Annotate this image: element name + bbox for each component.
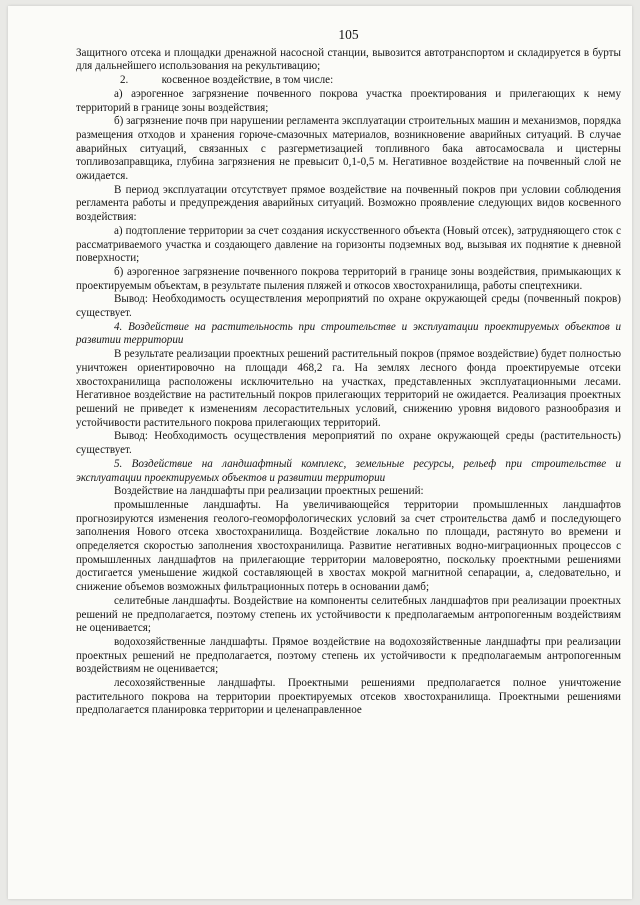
paragraph: В результате реализации проектных решений растительный покров (прямое воздействие) будет полностью уничтожен ориентировочно на площади 468,2 га. На землях лесного фонда проектируемые отсеки хвостохранилища расположены исключительно на участках, представленных эксплуатационными лесами. Негативное воздействие на растительный покров прилегающих территорий не ожидается. Реализация проектных решений не приведет к изменениям лесорастительных условий, снижению уровня видового разнообразия и устойчивости растительного покрова прилегающих территорий. (76, 348, 621, 429)
paragraph: водохозяйственные ландшафты. Прямое воздействие на водохозяйственные ландшафты при реализации проектных решений не предполагается, поэтому степень их устойчивости к предполагаемым антропогенным воздействиям не оценивается; (76, 635, 621, 676)
paragraph: Вывод: Необходимость осуществления мероприятий по охране окружающей среды (почвенный покров) существует. (76, 293, 621, 320)
paragraph: а) аэрогенное загрязнение почвенного покрова участка проектирования и прилегающих к нему территорий в границе зоны воздействия; (76, 87, 621, 114)
paragraph: а) подтопление территории за счет создания искусственного объекта (Новый отсек), затрудняющего сток с рассматриваемого участка и создающего давление на горизонты подземных вод, вызывая их поднятие к дневной поверхности; (76, 224, 621, 265)
page-content (76, 28, 621, 718)
paragraph: промышленные ландшафты. На увеличивающейся территории промышленных ландшафтов прогнозируются изменения геолого-геоморфологических условий за счет строительства дамб и последующего заполнения Нового отсека хвостохранилища. Воздействие локально по площади, растянуто во времени и определяется скоростью заполнения хвостохранилища. Развитие негативных водно-миграционных процессов с промышленных ландшафтов на прилегающие территории маловероятно, поскольку проектными решениями достигается уменьшение жидкой составляющей в хвостах мокрой магнитной сепарации, а, следовательно, и снижение объемов возможных фильтрационных потерь в основании дамб; (76, 498, 621, 594)
paragraph: селитебные ландшафты. Воздействие на компоненты селитебных ландшафтов при реализации проектных решений не предполагается, поэтому степень их устойчивости к предполагаемым антропогенным воздействиям не оценивается; (76, 594, 621, 635)
paragraph: б) аэрогенное загрязнение почвенного покрова территорий в границе зоны воздействия, примыкающих к проектируемым объектам, в результате пыления пляжей и откосов хвостохранилища, работы спецтехники. (76, 265, 621, 292)
section-heading: 5. Воздействие на ландшафтный комплекс, земельные ресурсы, рельеф при строительстве и эксплуатации проектируемых объектов и развитии территории (76, 457, 621, 484)
paragraph: Вывод: Необходимость осуществления мероприятий по охране окружающей среды (растительность) существует. (76, 430, 621, 457)
paragraph: б) загрязнение почв при нарушении регламента эксплуатации строительных машин и механизмов, порядка размещения отходов и хранения горюче-смазочных материалов, возникновение аварийных ситуаций. В случае аварийных ситуаций, связанных с разгерметизацией топливного бака автосамосвала и цистерны топливозаправщика, глубина загрязнения не превысит 0,1-0,5 м. Негативное воздействие на почвенный слой не ожидается. (76, 115, 621, 183)
page-number: 105 (338, 27, 359, 42)
section-heading: 4. Воздействие на растительность при строительстве и эксплуатации проектируемых объектов и развитии территории (76, 320, 621, 347)
paragraph: лесохозяйственные ландшафты. Проектными решениями предполагается полное уничтожение растительного покрова на территории проектируемых отсеков хвостохранилища. Проектными решениями предполагается планировка территории и целенаправленное (76, 677, 621, 717)
paragraph: В период эксплуатации отсутствует прямое воздействие на почвенный покров при условии соблюдения регламента работы и предупреждения аварийных ситуаций. Возможно проявление следующих видов косвенного воздействия: (76, 183, 621, 224)
paragraph: 2. косвенное воздействие, в том числе: (120, 74, 334, 87)
body-text (76, 47, 621, 718)
paragraph: Защитного отсека и площадки дренажной насосной станции, вывозится автотранспортом и складируется в бурты для дальнейшего использования на рекультивацию; (76, 46, 621, 73)
document-page (8, 6, 632, 899)
paragraph: Воздействие на ландшафты при реализации проектных решений: (114, 485, 424, 498)
